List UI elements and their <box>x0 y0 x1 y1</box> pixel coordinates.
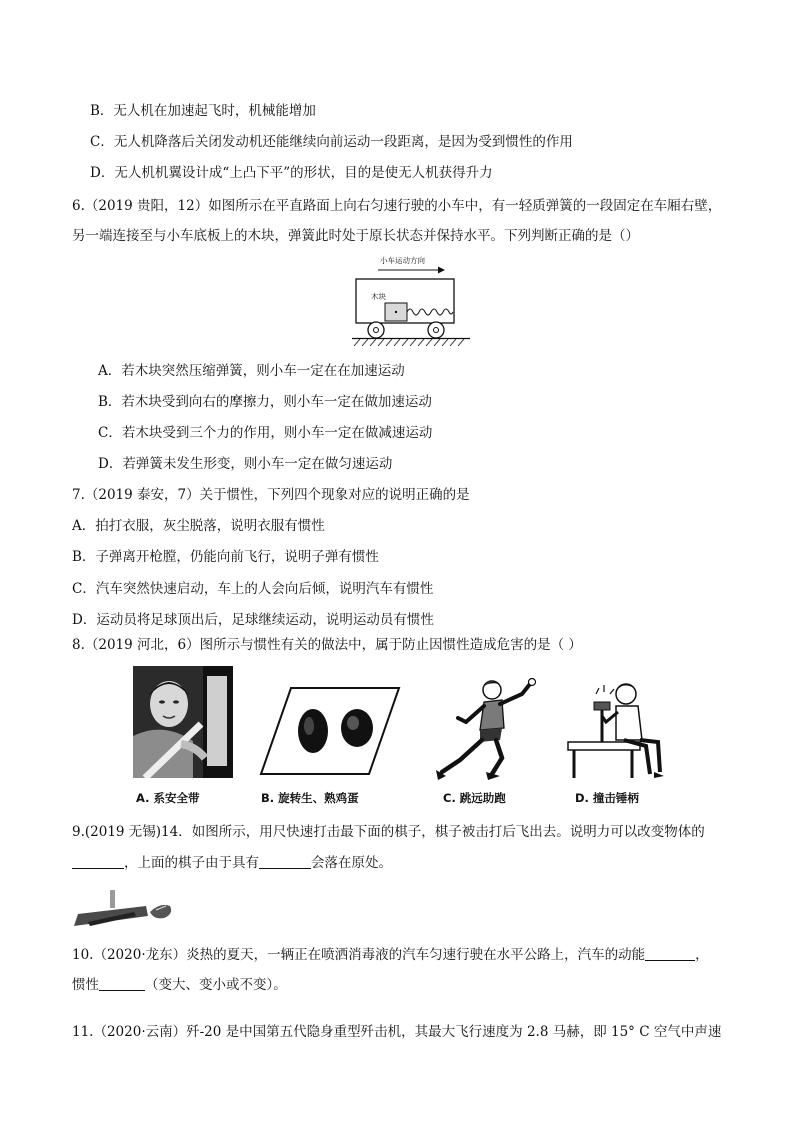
q6-stem-line2: 另一端连接至与小车底板上的木块，弹簧此时处于原长状态并保持水平。下列判断正确的是（） <box>72 228 639 244</box>
figure-hammer <box>566 676 668 782</box>
q8-stem: 8.（2019 河北，6）图所示与惯性有关的做法中，属于防止因惯性造成危害的是（ ） <box>72 637 582 653</box>
left-wheel <box>368 322 384 338</box>
direction-label: 小车运动方向 <box>380 256 425 265</box>
q5-option-c: C．无人机降落后关闭发动机还能继续向前运动一段距离，是因为受到惯性的作用 <box>90 134 573 150</box>
caption-b: B. 旋转生、熟鸡蛋 <box>261 791 359 805</box>
q10-blank-2[interactable] <box>99 976 145 991</box>
q9-line1: 9.(2019 无锡)14．如图所示，用尺快速打击最下面的棋子，棋子被击打后飞出去。说明力可以改变物体的 <box>72 824 705 840</box>
q7-option-a: A．拍打衣服，灰尘脱落，说明衣服有惯性 <box>72 518 325 534</box>
cart-spring-figure <box>344 254 474 350</box>
caption-a: A. 系安全带 <box>136 791 200 805</box>
q6-option-d: D．若弹簧未发生形变，则小车一定在做匀速运动 <box>98 456 393 472</box>
q11-line1: 11.（2020·云南）歼-20 是中国第五代隐身重型歼击机，其最大飞行速度为 2.8 马赫，即 15° C 空气中声速 <box>72 1024 722 1040</box>
q7-stem: 7.（2019 泰安，7）关于惯性，下列四个现象对应的说明正确的是 <box>72 487 470 503</box>
figure-seat-belt <box>133 666 233 778</box>
caption-d: D. 撞击锤柄 <box>575 791 639 805</box>
q5-option-b: B．无人机在加速起飞时，机械能增加 <box>90 103 316 119</box>
q6-option-b: B．若木块受到向右的摩擦力，则小车一定在做加速运动 <box>98 394 432 410</box>
q6-option-a: A．若木块突然压缩弹簧，则小车一定在在加速运动 <box>98 363 405 379</box>
q6-option-c: C．若木块受到三个力的作用，则小车一定在做减速运动 <box>98 425 433 441</box>
q5-option-d: D．无人机机翼设计成“上凸下平”的形状，目的是使无人机获得升力 <box>90 165 493 181</box>
q9-blank-2[interactable] <box>259 854 311 869</box>
block-label: 木块 <box>371 292 386 301</box>
q10-blank-1[interactable] <box>645 946 695 961</box>
figure-chess-pieces <box>74 888 176 928</box>
q9-line2: ，上面的棋子由于具有 会落在原处。 <box>72 854 392 872</box>
figure-eggs <box>259 686 401 776</box>
q10-line2: 惯性 （变大、变小或不变）。 <box>72 977 287 993</box>
q7-option-b: B．子弹离开枪膛，仍能向前飞行，说明子弹有惯性 <box>72 549 379 565</box>
q7-option-c: C．汽车突然快速启动，车上的人会向后倾，说明汽车有惯性 <box>72 581 434 597</box>
q7-option-d: D．运动员将足球顶出后，足球继续运动，说明运动员有惯性 <box>72 612 434 628</box>
q10-line1: 10.（2020·龙东）炎热的夏天，一辆正在喷洒消毒液的汽车匀速行驶在水平公路上，汽车的动能 ， <box>72 947 709 963</box>
q6-stem-line1: 6.（2019 贵阳，12）如图所示在平直路面上向右匀速行驶的小车中，有一轻质弹簧的一段固定在车厢右壁， <box>72 198 722 214</box>
caption-c: C. 跳远助跑 <box>443 791 506 805</box>
figure-runner <box>430 676 542 782</box>
right-wheel <box>428 322 444 338</box>
q9-blank-1[interactable] <box>72 854 124 869</box>
direction-arrowhead <box>438 267 445 274</box>
